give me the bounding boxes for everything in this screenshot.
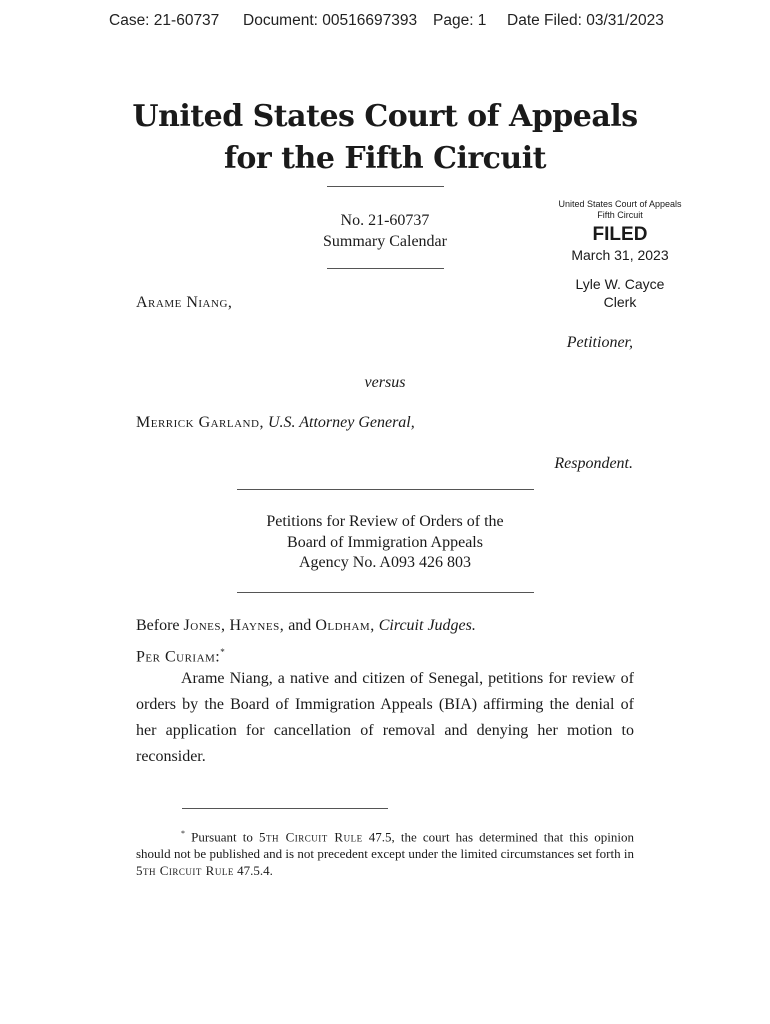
- date-filed-header: Date Filed: 03/31/2023: [507, 12, 664, 29]
- opinion-paragraph: Arame Niang, a native and citizen of Senegal, petitions for review of orders by the Board of Immigration Appeals (BIA) affirming the denial of her application for cancellation of removal and denying her motion to reconsider.: [136, 670, 634, 765]
- judge-haynes: Haynes,: [229, 617, 285, 634]
- case-number: No. 21-60737: [340, 212, 430, 229]
- petitioner-name: Arame Niang,: [136, 294, 233, 311]
- stamp-circuit: Fifth Circuit: [597, 210, 643, 220]
- respondent-line: [136, 410, 415, 436]
- per-curiam-label: Per Curiam:: [136, 648, 221, 666]
- court-title-line-1: United States Court of Appeals: [132, 99, 638, 134]
- divider: [327, 186, 444, 187]
- case-number-header: Case: 21-60737: [109, 12, 220, 29]
- footnote-text-2: 47.5, the court has determined that this opinion should not be published and is not precedent except under the limited circumstances set forth in: [136, 829, 634, 862]
- stamp-filed-date: March 31, 2023: [571, 247, 669, 263]
- judge-oldham: Oldham,: [315, 617, 375, 634]
- page-number-header: Page: 1: [433, 12, 487, 29]
- footnote-rule-1: 5th Circuit Rule: [259, 829, 363, 845]
- footnote-marker: *: [220, 647, 225, 657]
- court-title: [0, 96, 770, 180]
- petition-info: [200, 512, 570, 574]
- case-info: [250, 210, 520, 252]
- footnote-divider: [182, 808, 388, 809]
- respondent-name: Merrick Garland,: [136, 414, 264, 431]
- footnote-text-1: Pursuant to: [191, 829, 253, 845]
- footnote: [136, 825, 634, 879]
- document-number-header: Document: 00516697393: [243, 12, 418, 29]
- stamp-filed-label: FILED: [592, 224, 648, 245]
- divider: [237, 592, 534, 593]
- and-label: and: [288, 617, 312, 634]
- petition-line-2: Board of Immigration Appeals: [287, 533, 483, 551]
- divider: [237, 489, 534, 490]
- divider: [327, 268, 444, 269]
- before-label: Before: [136, 617, 180, 634]
- footnote-text-3: 47.5.4.: [237, 863, 273, 879]
- petition-line-1: Petitions for Review of Orders of the: [266, 513, 504, 530]
- judges-line: [136, 613, 476, 639]
- respondent-role: Respondent.: [554, 455, 633, 472]
- stamp-court-name: United States Court of Appeals: [558, 199, 682, 209]
- stamp-clerk-title: Clerk: [603, 294, 637, 310]
- stamp-clerk-name: Lyle W. Cayce: [575, 276, 665, 292]
- footnote-rule-2: 5th Circuit Rule: [136, 863, 234, 879]
- footnote-marker: *: [181, 829, 185, 838]
- petitioner-role: Petitioner,: [566, 334, 633, 351]
- calendar-type: Summary Calendar: [323, 233, 447, 250]
- versus-label: versus: [364, 374, 406, 391]
- court-title-line-2: for the Fifth Circuit: [224, 141, 546, 176]
- agency-number: Agency No. A093 426 803: [299, 554, 471, 571]
- judges-title: Circuit Judges.: [378, 617, 476, 634]
- judge-jones: Jones,: [183, 617, 226, 634]
- filed-stamp: [540, 199, 700, 311]
- respondent-title: U.S. Attorney General,: [267, 414, 415, 431]
